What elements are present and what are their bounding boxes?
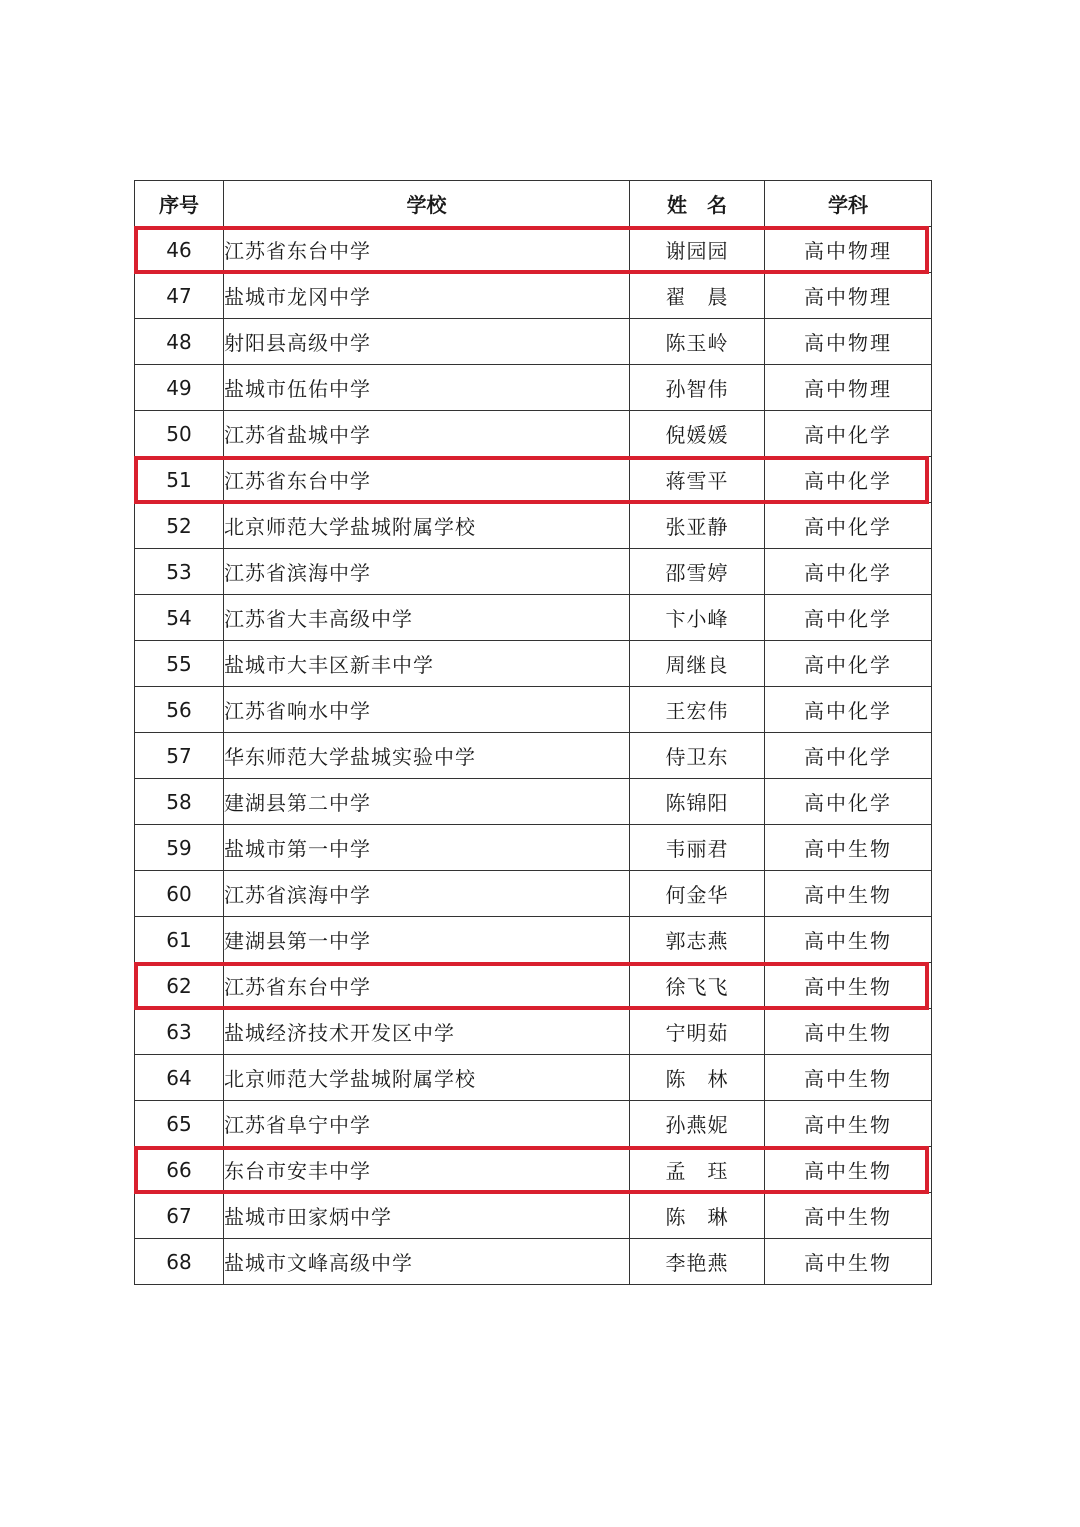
table-row xyxy=(135,687,932,733)
cell-subject: 高中化学 xyxy=(765,457,932,503)
cell-name: 李艳燕 xyxy=(630,1239,765,1285)
cell-school: 江苏省响水中学 xyxy=(224,687,630,733)
cell-name: 侍卫东 xyxy=(630,733,765,779)
table-row xyxy=(135,917,932,963)
cell-subject: 高中化学 xyxy=(765,549,932,595)
header-subject: 学科 xyxy=(765,181,932,227)
cell-subject: 高中物理 xyxy=(765,227,932,273)
table-row xyxy=(135,549,932,595)
cell-subject: 高中生物 xyxy=(765,1009,932,1055)
cell-name: 郭志燕 xyxy=(630,917,765,963)
table-row xyxy=(135,779,932,825)
table-row xyxy=(135,273,932,319)
cell-no: 67 xyxy=(135,1193,224,1239)
cell-name: 陈锦阳 xyxy=(630,779,765,825)
cell-name: 翟 晨 xyxy=(630,273,765,319)
cell-no: 51 xyxy=(135,457,224,503)
table-row xyxy=(135,1055,932,1101)
table-row xyxy=(135,319,932,365)
cell-subject: 高中生物 xyxy=(765,1147,932,1193)
cell-subject: 高中化学 xyxy=(765,411,932,457)
cell-school: 东台市安丰中学 xyxy=(224,1147,630,1193)
cell-no: 48 xyxy=(135,319,224,365)
cell-name: 徐飞飞 xyxy=(630,963,765,1009)
cell-no: 68 xyxy=(135,1239,224,1285)
table-row xyxy=(135,641,932,687)
table-row xyxy=(135,503,932,549)
table-row xyxy=(135,595,932,641)
cell-subject: 高中物理 xyxy=(765,319,932,365)
table-row xyxy=(135,457,932,503)
cell-school: 射阳县高级中学 xyxy=(224,319,630,365)
cell-name: 王宏伟 xyxy=(630,687,765,733)
cell-no: 53 xyxy=(135,549,224,595)
cell-school: 江苏省东台中学 xyxy=(224,457,630,503)
cell-subject: 高中化学 xyxy=(765,641,932,687)
cell-subject: 高中生物 xyxy=(765,963,932,1009)
table-header-row xyxy=(135,181,932,227)
cell-school: 盐城市文峰高级中学 xyxy=(224,1239,630,1285)
cell-school: 江苏省滨海中学 xyxy=(224,871,630,917)
cell-subject: 高中生物 xyxy=(765,825,932,871)
cell-no: 65 xyxy=(135,1101,224,1147)
cell-school: 盐城市第一中学 xyxy=(224,825,630,871)
cell-no: 61 xyxy=(135,917,224,963)
cell-school: 北京师范大学盐城附属学校 xyxy=(224,1055,630,1101)
cell-no: 46 xyxy=(135,227,224,273)
cell-no: 64 xyxy=(135,1055,224,1101)
cell-school: 盐城市大丰区新丰中学 xyxy=(224,641,630,687)
cell-school: 江苏省盐城中学 xyxy=(224,411,630,457)
cell-no: 49 xyxy=(135,365,224,411)
cell-no: 63 xyxy=(135,1009,224,1055)
cell-no: 60 xyxy=(135,871,224,917)
cell-name: 陈 琳 xyxy=(630,1193,765,1239)
cell-name: 陈玉岭 xyxy=(630,319,765,365)
cell-name: 陈 林 xyxy=(630,1055,765,1101)
cell-no: 52 xyxy=(135,503,224,549)
cell-name: 周继良 xyxy=(630,641,765,687)
cell-name: 何金华 xyxy=(630,871,765,917)
cell-school: 北京师范大学盐城附属学校 xyxy=(224,503,630,549)
cell-school: 江苏省滨海中学 xyxy=(224,549,630,595)
table-row xyxy=(135,1101,932,1147)
cell-school: 华东师范大学盐城实验中学 xyxy=(224,733,630,779)
cell-no: 55 xyxy=(135,641,224,687)
table-row xyxy=(135,963,932,1009)
cell-subject: 高中生物 xyxy=(765,1239,932,1285)
cell-no: 54 xyxy=(135,595,224,641)
header-school: 学校 xyxy=(224,181,630,227)
cell-school: 盐城经济技术开发区中学 xyxy=(224,1009,630,1055)
cell-no: 50 xyxy=(135,411,224,457)
cell-subject: 高中物理 xyxy=(765,365,932,411)
cell-name: 卞小峰 xyxy=(630,595,765,641)
cell-subject: 高中化学 xyxy=(765,595,932,641)
table-row xyxy=(135,365,932,411)
cell-subject: 高中化学 xyxy=(765,779,932,825)
cell-school: 建湖县第一中学 xyxy=(224,917,630,963)
cell-no: 47 xyxy=(135,273,224,319)
roster-table-container xyxy=(134,180,931,1285)
cell-school: 江苏省东台中学 xyxy=(224,963,630,1009)
table-row xyxy=(135,1239,932,1285)
table-row xyxy=(135,1147,932,1193)
table-row xyxy=(135,411,932,457)
cell-subject: 高中化学 xyxy=(765,687,932,733)
cell-no: 59 xyxy=(135,825,224,871)
roster-table xyxy=(134,180,932,1285)
cell-school: 建湖县第二中学 xyxy=(224,779,630,825)
cell-subject: 高中生物 xyxy=(765,1101,932,1147)
cell-name: 蒋雪平 xyxy=(630,457,765,503)
cell-subject: 高中物理 xyxy=(765,273,932,319)
cell-name: 谢园园 xyxy=(630,227,765,273)
cell-no: 57 xyxy=(135,733,224,779)
cell-school: 江苏省阜宁中学 xyxy=(224,1101,630,1147)
cell-subject: 高中生物 xyxy=(765,917,932,963)
cell-name: 宁明茹 xyxy=(630,1009,765,1055)
cell-subject: 高中化学 xyxy=(765,503,932,549)
cell-school: 盐城市田家炳中学 xyxy=(224,1193,630,1239)
table-body xyxy=(135,227,932,1285)
table-row xyxy=(135,227,932,273)
cell-name: 韦丽君 xyxy=(630,825,765,871)
cell-no: 66 xyxy=(135,1147,224,1193)
table-row xyxy=(135,871,932,917)
cell-no: 56 xyxy=(135,687,224,733)
cell-name: 孟 珏 xyxy=(630,1147,765,1193)
cell-school: 江苏省东台中学 xyxy=(224,227,630,273)
table-row xyxy=(135,733,932,779)
cell-name: 张亚静 xyxy=(630,503,765,549)
header-name: 姓 名 xyxy=(630,181,765,227)
cell-no: 58 xyxy=(135,779,224,825)
cell-name: 孙智伟 xyxy=(630,365,765,411)
cell-school: 盐城市龙冈中学 xyxy=(224,273,630,319)
cell-name: 孙燕妮 xyxy=(630,1101,765,1147)
cell-subject: 高中生物 xyxy=(765,1193,932,1239)
cell-subject: 高中生物 xyxy=(765,871,932,917)
cell-name: 邵雪婷 xyxy=(630,549,765,595)
cell-subject: 高中生物 xyxy=(765,1055,932,1101)
cell-name: 倪媛媛 xyxy=(630,411,765,457)
cell-subject: 高中化学 xyxy=(765,733,932,779)
table-row xyxy=(135,1009,932,1055)
cell-no: 62 xyxy=(135,963,224,1009)
table-row xyxy=(135,1193,932,1239)
cell-school: 盐城市伍佑中学 xyxy=(224,365,630,411)
header-no: 序号 xyxy=(135,181,224,227)
table-row xyxy=(135,825,932,871)
cell-school: 江苏省大丰高级中学 xyxy=(224,595,630,641)
